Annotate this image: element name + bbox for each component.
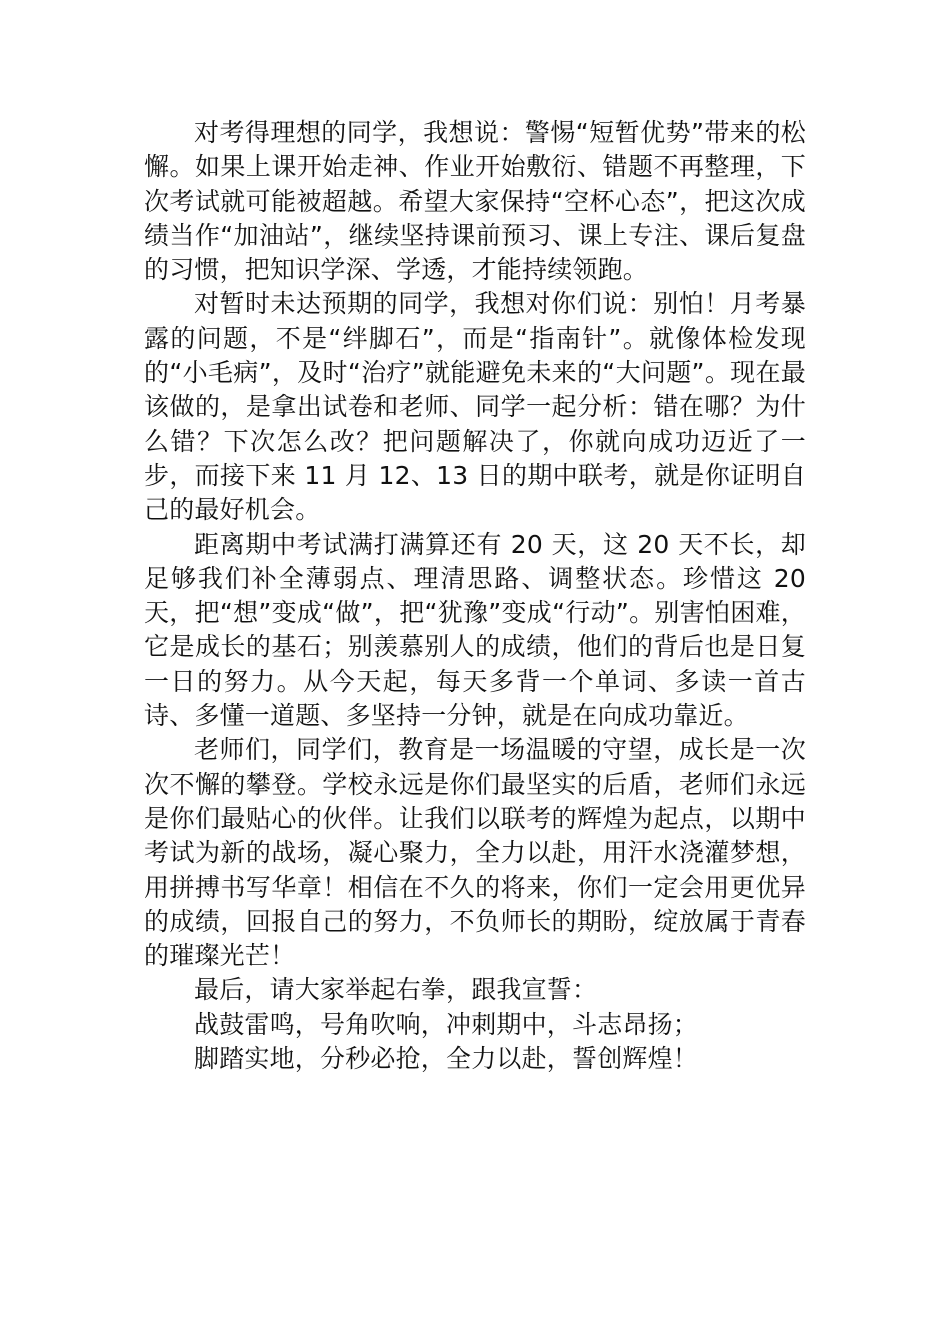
paragraph-pledge-line-1: 战鼓雷鸣，号角吹响，冲刺期中，斗志昂扬； (194, 1009, 699, 1039)
paragraph-advice-struggling-students: 对暂时未达预期的同学，我想对你们说：别怕！月考暴露的问题，不是“绊脚石”，而是“指南针”。就像体检发现的“小毛病”，及时“治疗”就能避免未来的“大问题”。现在最该做的，是拿出试卷和老师、同学一起分析：错在哪？为什么错？下次怎么改？把问题解决了，你就向成功迈近了一步，而接下来 11 月 12、13 日的期中联考，就是你证明自己的最好机会。 (144, 289, 806, 525)
paragraph-twenty-days-remaining: 距离期中考试满打满算还有 20 天，这 20 天不长，却足够我们补全薄弱点、理清思路、调整状态。珍惜这 20 天，把“想”变成“做”，把“犹豫”变成“行动”。别害怕困难，它是成长的基石；别羡慕别人的成绩，他们的背后也是日复一日的努力。从今天起，每天多背一个单词、多读一首古诗、多懂一道题、多坚持一分钟，就是在向成功靠近。 (144, 529, 806, 731)
paragraph-advice-high-achievers: 对考得理想的同学，我想说：警惕“短暂优势”带来的松懈。如果上课开始走神、作业开始敷衍、错题不再整理，下次考试就可能被超越。希望大家保持“空杯心态”，把这次成绩当作“加油站”，继续坚持课前预习、课上专注、课后复盘的习惯，把知识学深、学透，才能持续领跑。 (144, 118, 806, 285)
document-body (144, 116, 806, 1076)
paragraph-pledge-line-2: 脚踏实地，分秒必抢，全力以赴，誓创辉煌！ (194, 1044, 699, 1074)
paragraph-closing-address: 老师们，同学们，教育是一场温暖的守望，成长是一次次不懈的攀登。学校永远是你们最坚实的后盾，老师们永远是你们最贴心的伙伴。让我们以联考的辉煌为起点，以期中考试为新的战场，凝心聚力，全力以赴，用汗水浇灌梦想，用拼搏书写华章！相信在不久的将来，你们一定会用更优异的成绩，回报自己的努力，不负师长的期盼，绽放属于青春的璀璨光芒！ (144, 735, 806, 971)
paragraph-pledge-intro: 最后，请大家举起右拳，跟我宣誓： (194, 975, 598, 1005)
